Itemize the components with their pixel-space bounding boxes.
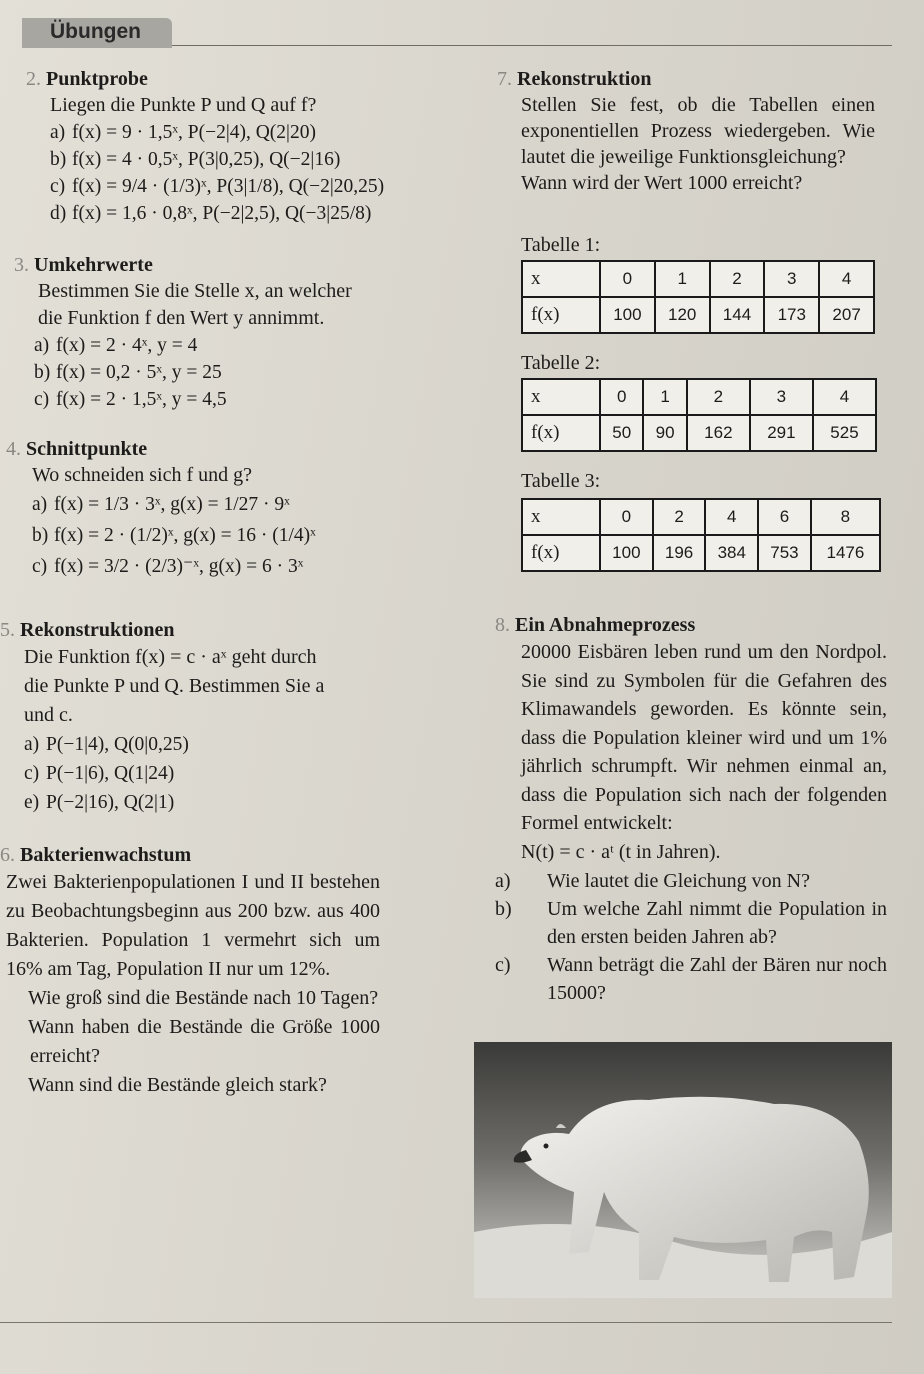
- task-item: b) f(x) = 0,2 · 5ˣ, y = 25: [34, 362, 222, 383]
- bear-eye: [544, 1144, 549, 1149]
- task-item: c) P(−1|6), Q(1|24): [24, 763, 175, 784]
- exercise-text: 20000 Eisbären leben rund um den Nordpol. Sie sind zu Symbolen für die Gefahren des Klimawandels geworden. Es könnte sein, dass die Population kleiner wird und um 1% jährlich schrumpft. Wir nehmen einmal an, dass die Population sich nach der folgenden Formel entwickelt:: [521, 641, 887, 834]
- exercise-number: 2.: [26, 68, 41, 90]
- bottom-rule: [0, 1322, 892, 1323]
- value-table-3: x 0 2 4 6 8 f(x) 100 196 384 753 1476: [521, 498, 881, 572]
- exercise-umkehrwerte: 3. Umkehrwerte Bestimmen Sie die Stelle x, an welcher die Funktion f den Wert y annimmt. a) f(x) = 2 · 4ˣ, y = 4 b) f(x) = 0,2 · 5ˣ, y = 25 c) f(x) = 2 · 1,5ˣ, y = 4,5: [14, 252, 454, 413]
- exercise-punktprobe: [26, 66, 456, 227]
- table-caption: Tabelle 3:: [521, 470, 601, 492]
- task-item: b) f(x) = 4 · 0,5ˣ, P(3|0,25), Q(−2|16): [50, 149, 341, 170]
- exercise-title: Schnittpunkte: [26, 438, 148, 460]
- exercise-rekonstruktionen: 5. Rekonstruktionen Die Funktion f(x) = c · aˣ geht durch die Punkte P und Q. Bestimmen Sie a und c. a) P(−1|4), Q(0|0,25) c) P(−1|6), Q(1|24) e) P(−2|16), Q(2|1): [0, 617, 450, 817]
- exercise-schnittpunkte: 4. Schnittpunkte Wo schneiden sich f und g? a) f(x) = 1/3 · 3ˣ, g(x) = 1/27 · 9ˣ b) f(x) = 2 · (1/2)ˣ, g(x) = 16 · (1/4)ˣ c) f(x) = 3/2 · (2/3)⁻ˣ, g(x) = 6 · 3ˣ: [6, 436, 456, 582]
- exercise-title: Rekonstruktionen: [20, 619, 175, 641]
- task-item: Wie groß sind die Bestände nach 10 Tagen?: [28, 987, 379, 1009]
- task-item: Wann haben die Bestände die Größe 1000 erreicht?: [28, 1016, 380, 1067]
- task-item: a) f(x) = 2 · 4ˣ, y = 4: [34, 335, 198, 356]
- header-rule: [172, 45, 892, 46]
- exercise-question: Wann wird der Wert 1000 erreicht?: [521, 172, 803, 194]
- exercise-bakterienwachstum: 6. Bakterienwachstum Zwei Bakterienpopulationen I und II bestehen zu Beobachtungsbeginn aus 200 bzw. aus 400 Bakterien. Population 1 vermehrt sich um 16% am Tag, Population II nur um 12%. Wie groß sind die Bestände nach 10 Tagen? Wann haben die Bestände die Größe 1000 erreicht? Wann sind die Bestände gleich stark?: [0, 842, 380, 1100]
- exercise-abnahmeprozess: 8. Ein Abnahmeprozess 20000 Eisbären leben rund um den Nordpol. Sie sind zu Symbolen für die Gefahren des Klimawandels geworden. Es könnte sein, dass die Population kleiner wird und um 1% jährlich schrumpft. Wir nehmen einmal an, dass die Population sich nach der folgenden Formel entwickelt: N(t) = c · aᵗ (t in Jahren). a) Wie lautet die Gleichung von N? b) Um welche Zahl nimmt die Population in den ersten beiden Jahren ab? c) Wann beträgt die Zahl der Bären nur noch 15000?: [495, 612, 887, 1007]
- exercise-formula: N(t) = c · aᵗ (t in Jahren).: [521, 840, 721, 863]
- task-item: a) P(−1|4), Q(0|0,25): [24, 734, 189, 755]
- exercise-title: Punktprobe: [46, 68, 148, 90]
- exercise-title: Ein Abnahmeprozess: [515, 614, 696, 636]
- exercise-rekonstruktion: 7. Rekonstruktion Stellen Sie fest, ob die Tabellen einen exponentiellen Prozess wiedergeben. Wie lautet die jeweilige Funktionsgleichung? Wann wird der Wert 1000 erreicht?: [497, 68, 875, 194]
- exercise-text: Stellen Sie fest, ob die Tabellen einen exponentiellen Prozess wiedergeben. Wie lautet die jeweilige Funktionsgleichung?: [521, 94, 875, 168]
- exercise-intro: Liegen die Punkte P und Q auf f?: [50, 94, 317, 116]
- value-table-1: x 0 1 2 3 4 f(x) 100 120 144 173 207: [521, 260, 875, 334]
- table-caption: Tabelle 1:: [521, 234, 601, 256]
- task-item: b) f(x) = 2 · (1/2)ˣ, g(x) = 16 · (1/4)ˣ: [32, 525, 316, 546]
- table-caption: Tabelle 2:: [521, 352, 601, 374]
- task-item: c) f(x) = 9/4 · (1/3)ˣ, P(3|1/8), Q(−2|20,25): [50, 176, 385, 197]
- task-item: a) f(x) = 9 · 1,5ˣ, P(−2|4), Q(2|20): [50, 122, 316, 143]
- task-item: a) f(x) = 1/3 · 3ˣ, g(x) = 1/27 · 9ˣ: [32, 494, 290, 515]
- exercise-title: Umkehrwerte: [34, 254, 153, 276]
- value-table-2: x 0 1 2 3 4 f(x) 50 90 162 291 525: [521, 378, 877, 452]
- task-item: d) f(x) = 1,6 · 0,8ˣ, P(−2|2,5), Q(−3|25/8): [50, 203, 372, 224]
- task-item: b) Um welche Zahl nimmt die Population in den ersten beiden Jahren ab?: [495, 897, 887, 948]
- section-title: Übungen: [50, 20, 141, 43]
- task-item: a) Wie lautet die Gleichung von N?: [495, 869, 810, 892]
- task-item: c) f(x) = 3/2 · (2/3)⁻ˣ, g(x) = 6 · 3ˣ: [32, 556, 304, 577]
- exercise-title: Rekonstruktion: [517, 68, 652, 90]
- exercise-text: Zwei Bakterienpopulationen I und II bestehen zu Beobachtungsbeginn aus 200 bzw. aus 400 Bakterien. Population 1 vermehrt sich um 16% am Tag, Population II nur um 12%.: [6, 871, 380, 980]
- task-item: c) Wann beträgt die Zahl der Bären nur noch 15000?: [495, 953, 887, 1004]
- polar-bear-photo: [474, 1042, 892, 1298]
- task-item: e) P(−2|16), Q(2|1): [24, 792, 175, 813]
- task-item: c) f(x) = 2 · 1,5ˣ, y = 4,5: [34, 389, 227, 410]
- exercise-title: Bakterienwachstum: [20, 844, 192, 866]
- task-item: Wann sind die Bestände gleich stark?: [28, 1074, 327, 1096]
